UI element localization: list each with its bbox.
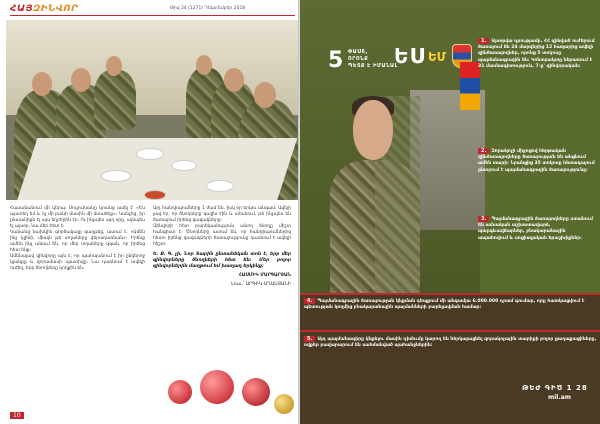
fact-number: 5.	[304, 336, 315, 342]
pull-quote: Ե. Ք. Գ. չի, Նոր Տարին ընտանեկան տոն է, երբ մեր զինվորները ծնողների հետ են։ Մեր բոլոր զինվորներին մաղթում եմ խաղաղ երկինք։	[153, 252, 291, 269]
article-column-1	[10, 206, 145, 406]
photo-head	[32, 72, 52, 96]
fact-text: Պայմանագրային ծառայության կնքման դեպքում մի անգամյա 6.000.000 դրամ գումար, որը հատկացվում է պետության կողմից բնակարանային պայմանների բարելավման համար։	[304, 299, 585, 311]
title-line: ՈՐՈՆՔ	[348, 56, 369, 62]
photo-plate	[171, 160, 197, 171]
fact-text: Այսօրվա դրությամբ, ՀՀ զինված ուժերում ծառայում են 24 մարզերից 12 հազարից ավելի զինծառայողներ, որոնց 5 տոկոսը պայմանագրային են։ Կոնտրակտը ներառում է 31 մասնագիտություն, 7-ը՝ զինվորական։	[478, 39, 595, 69]
article-paragraph: Հասանանում մի կերպ։ Սուլուխանը նրանց ասել է՝ «Ես այստեղ եմ և ոչ մի բանի մասին մի մտածեք»։ Կանչեց, իր ընտանիքն էլ այս եղրերին էր։ Ու ինչպես այդ օրը, այնպես էլ այսօր, նա մեր հետ է։	[10, 206, 145, 229]
fact-banner-5	[304, 336, 598, 349]
ornament-ball	[274, 394, 294, 414]
title-big: ԵՍ	[394, 44, 426, 68]
ornament-ball	[168, 380, 192, 404]
photo-soldier	[94, 70, 136, 130]
background-building	[410, 90, 485, 230]
banner-background	[300, 295, 600, 424]
author-name: ՀԱՍՄԻԿ ՄԱՐԳԱՐՅԱՆ	[238, 273, 291, 278]
photo-head	[224, 68, 244, 92]
photo-head	[106, 56, 122, 76]
photo-plate	[101, 170, 131, 182]
article-column-2	[153, 206, 291, 288]
fact-text: Պայմանագրային ծառայողները ստանում են ամսական աշխատավարձ, պարգևավճարներ, բնակարանային ապահովում և սոցիալական երաշխիքներ։	[478, 217, 593, 241]
banner-stripe	[300, 330, 600, 332]
fact-text: Զորակոչի միջոցով հերթական զինծառայողները ծառայության են անցնում ամեն տարի։ Նրանցից 35 տոկոսը հետագայում ընտրում է պայմանագրային ծառայությունը։	[478, 149, 595, 173]
soldiers-table-photo	[6, 20, 298, 200]
fact-card-3	[478, 216, 596, 242]
page-number: 10	[10, 412, 24, 419]
title-big-secondary: ԵՄ	[428, 50, 447, 64]
website-label: mil.am	[548, 394, 571, 401]
christmas-ornaments-image	[150, 350, 298, 420]
logo-accent: ԶԻՆՎՈՐ	[33, 4, 79, 14]
soldier-face	[353, 100, 393, 160]
ornament-ball	[200, 370, 234, 404]
title-lines	[348, 49, 398, 70]
armenian-flag-icon	[460, 62, 480, 110]
fact-text: Այդ պայմանագիրը կնքելու մասին դիմումը կարող են ներկայացնել զորակոչային տարիքի բոլոր քաղաքացիները, ովքեր բավարարում են սահմանված պահանջներին։	[304, 337, 597, 349]
fact-number: 1.	[478, 38, 489, 44]
hotline-number: ԹԵԺ ԳԻԾ 1 28	[522, 384, 588, 392]
right-page	[300, 0, 600, 424]
photo-head	[254, 82, 276, 108]
fact-number: 4.	[304, 298, 315, 304]
logo-main: ՀԱՅ	[10, 4, 34, 14]
article-paragraph: Կանանց նախկին գործակալը գաղթեց, ասում է. «Ամեն ինչ կլինի, միայն թե տղաները վերադառնան»։ Իրենք ամեն ինչ անում են, որ մեր տղաները զգան, որ իրենց հետ ենք։	[10, 230, 145, 253]
fact-number: 2.	[478, 148, 489, 154]
issue-line: Թիվ 24 (1271) Դեկտեմբեր 2018	[170, 6, 246, 11]
fact-banner-4	[304, 298, 598, 311]
fact-card-2	[478, 148, 596, 174]
title-line: ՓԱՍՏ,	[348, 49, 368, 55]
photo-plate	[206, 180, 234, 192]
ornament-ball	[242, 378, 270, 406]
photo-plate	[144, 190, 166, 200]
fact-card-1	[478, 38, 596, 70]
magazine-logo	[10, 4, 78, 14]
title-number: 5	[328, 48, 344, 73]
fact-number: 3.	[478, 216, 489, 222]
photo-head	[196, 55, 212, 75]
photo-head	[71, 68, 91, 92]
header-divider	[10, 15, 295, 16]
photo-credit: Լուս.՝ ԱՐԳԻԿ ԱՂԱՍՅԱՆԻ	[231, 282, 291, 287]
article-paragraph: Ամենալավ զինվորը այն է, որ պահպանում է իր ընկերոջ կյանքը և զորամասի պատիվը։ Նա դառնում է ավելի ուժեղ, երբ ծնողները կողքին են։	[10, 254, 145, 271]
article-paragraph: Այդ հանդիպումները 1 ժամ են, իսկ օր երկու անգամ։ Ավելի լավ էր, որ ծնողները գալիս էին և տեսնում, թե ինչպես են ծառայում իրենց զավակները։	[153, 206, 291, 223]
title-line: ՊԵՏՔ Է ԻՄԱՆԱԼ	[348, 63, 398, 69]
article-paragraph: Զինվորի հետ բարեկամություն անող ծնողը միշտ հանգիստ է։ Ծնողները ասում են, որ հանդիպումներից հետո իրենց զավակների ծառայությունը դառնում է ավելի հեշտ։	[153, 224, 291, 247]
photo-plate	[136, 148, 164, 160]
